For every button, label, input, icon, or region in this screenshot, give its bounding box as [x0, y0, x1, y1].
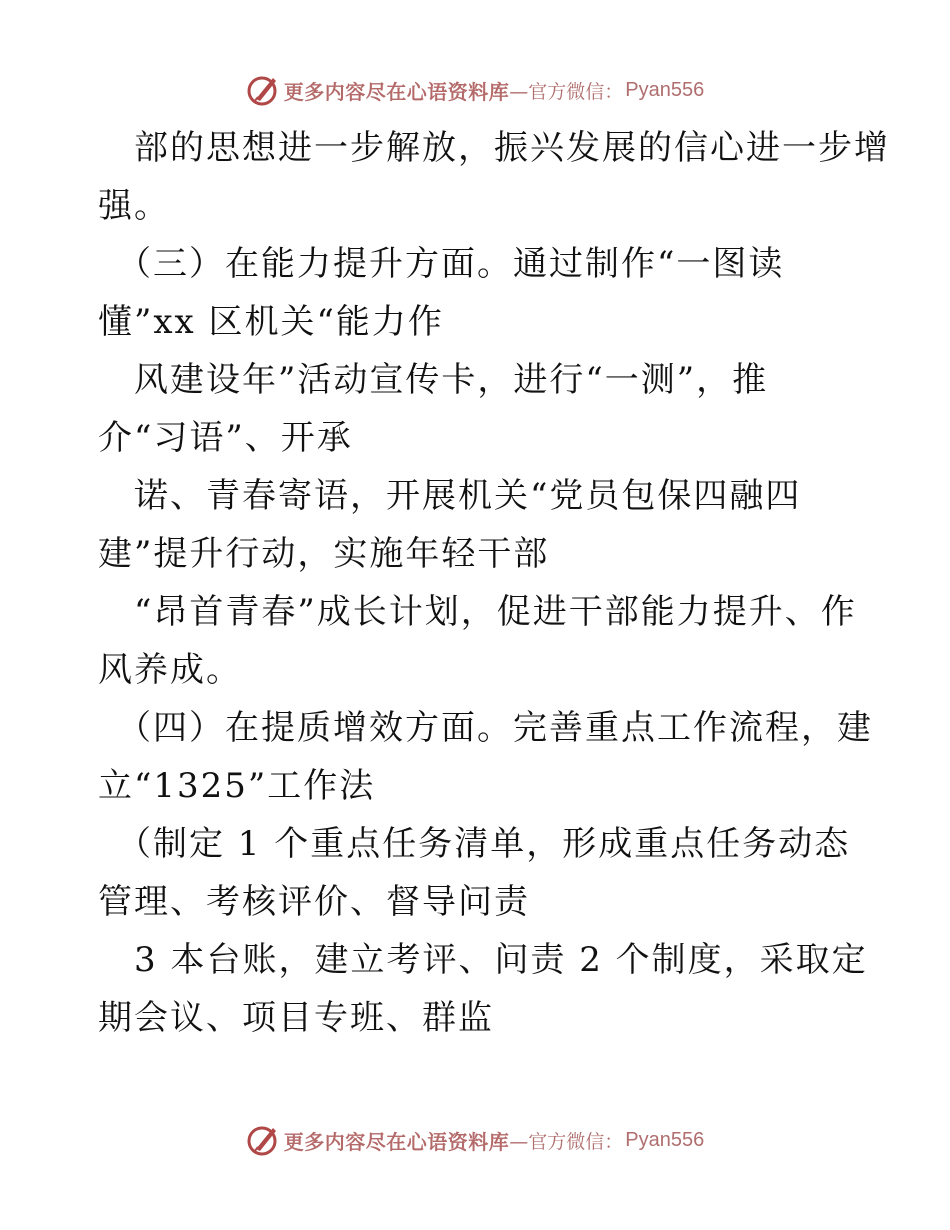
body-line: 期会议、项目专班、群监: [98, 998, 494, 1038]
body-line: （制定 1 个重点任务清单，形成重点任务动态: [98, 824, 851, 864]
footer-banner: [0, 1120, 950, 1160]
body-line: 3 本台账，建立考评、问责 2 个制度，采取定: [98, 940, 868, 980]
header-brand-text: 更多内容尽在心语资料库: [283, 79, 510, 104]
footer-wechat-id: Pyan556: [625, 1128, 705, 1151]
body-line: （四）在提质增效方面。完善重点工作流程，建: [98, 708, 873, 748]
body-line: （三）在能力提升方面。通过制作“一图读: [98, 244, 785, 284]
header-banner: [0, 70, 950, 110]
body-line: 懂”xx 区机关“能力作: [98, 302, 444, 342]
body-line: 诺、青春寄语，开展机关“党员包保四融四: [98, 476, 802, 516]
quill-logo-icon: [246, 73, 280, 107]
footer-brand-text: 更多内容尽在心语资料库: [283, 1129, 510, 1154]
footer-contact-text: —官方微信：: [509, 1130, 624, 1153]
body-line: 风养成。: [98, 650, 242, 690]
header-wechat-id: Pyan556: [625, 78, 705, 101]
body-line: “昂首青春”成长计划，促进干部能力提升、作: [98, 592, 857, 632]
body-line: 介“习语”、开承: [98, 418, 353, 458]
body-line: 管理、考核评价、督导问责: [98, 882, 530, 922]
quill-logo-icon: [246, 1123, 280, 1157]
body-line: 强。: [98, 186, 170, 226]
header-contact-text: —官方微信：: [509, 80, 624, 103]
body-line: 建”提升行动，实施年轻干部: [98, 534, 550, 574]
body-line: 部的思想进一步解放，振兴发展的信心进一步增: [98, 128, 890, 168]
body-line: 立“1325”工作法: [98, 766, 376, 806]
body-line: 风建设年”活动宣传卡，进行“一测”，推: [98, 360, 769, 400]
